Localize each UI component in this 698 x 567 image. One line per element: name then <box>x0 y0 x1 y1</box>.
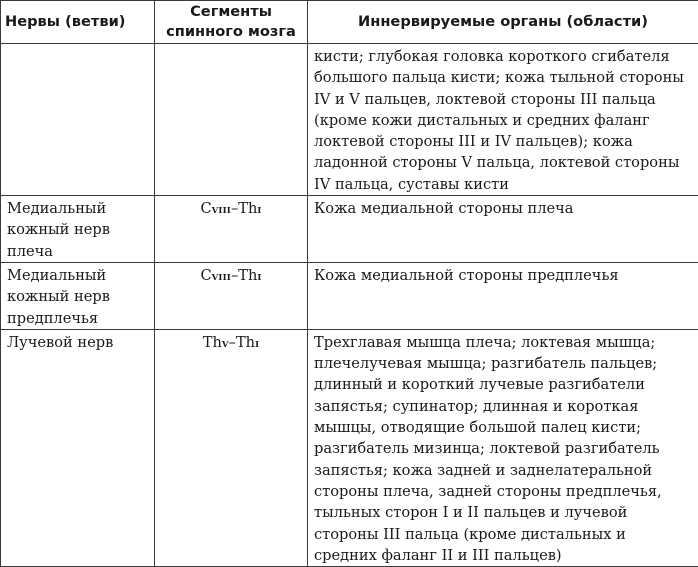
header-row <box>1 1 698 44</box>
organs-cell: Кожа медиальной стороны плеча <box>308 196 698 263</box>
nerve-cell: Медиальный кожный нерв предплечья <box>1 262 155 329</box>
organs-cell: кисти; глубокая головка короткого сгибателя большого пальца кисти; кожа тыльной стороны IV и V пальцев, локтевой стороны III пальца (кроме кожи дистальных и средних фаланг локтевой стороны III и IV пальцев); кожа ладонной стороны V пальца, локтевой стороны IV пальца, суставы кисти <box>308 44 698 196</box>
segment-end-sub: I <box>255 340 259 350</box>
nerve-cell <box>1 44 155 196</box>
segment-end-sub: I <box>257 206 261 216</box>
segment-start: C <box>200 200 211 217</box>
table-row <box>1 262 698 329</box>
segment-start-sub: VIII <box>212 273 231 283</box>
table-row <box>1 196 698 263</box>
table-row <box>1 44 698 196</box>
segment-start: C <box>200 267 211 284</box>
segment-cell <box>155 329 308 566</box>
header-segments: Сегменты спинного мозга <box>155 1 308 44</box>
segment-dash: – <box>229 334 236 351</box>
segment-start: Th <box>203 334 222 351</box>
segment-end: Th <box>236 334 255 351</box>
segment-cell <box>155 262 308 329</box>
organs-cell: Кожа медиальной стороны предплечья <box>308 262 698 329</box>
nerve-cell: Лучевой нерв <box>1 329 155 566</box>
segment-end-sub: I <box>257 273 261 283</box>
table-row <box>1 329 698 566</box>
segment-dash: – <box>231 267 238 284</box>
nerve-cell: Медиальный кожный нерв плеча <box>1 196 155 263</box>
header-organs: Иннервируемые органы (области) <box>308 1 698 44</box>
segment-start-sub: VIII <box>212 206 231 216</box>
segment-start-sub: V <box>222 340 229 350</box>
segment-cell <box>155 196 308 263</box>
header-nerves: Нервы (ветви) <box>1 1 155 44</box>
segment-cell <box>155 44 308 196</box>
segment-dash: – <box>231 200 238 217</box>
segment-end: Th <box>238 200 257 217</box>
segment-end: Th <box>238 267 257 284</box>
organs-cell: Трехглавая мышца плеча; локтевая мышца; плечелучевая мышца; разгибатель пальцев; длинный и короткий лучевые разгибатели запястья; супинатор; длинная и короткая мышцы, отводящие большой палец кисти; разгибатель мизинца; локтевой разгибатель запястья; кожа задней и заднелатеральной стороны плеча, задней стороны предплечья, тыльных сторон I и II пальцев и лучевой стороны III пальца (кроме дистальных и средних фаланг II и III пальцев) <box>308 329 698 566</box>
